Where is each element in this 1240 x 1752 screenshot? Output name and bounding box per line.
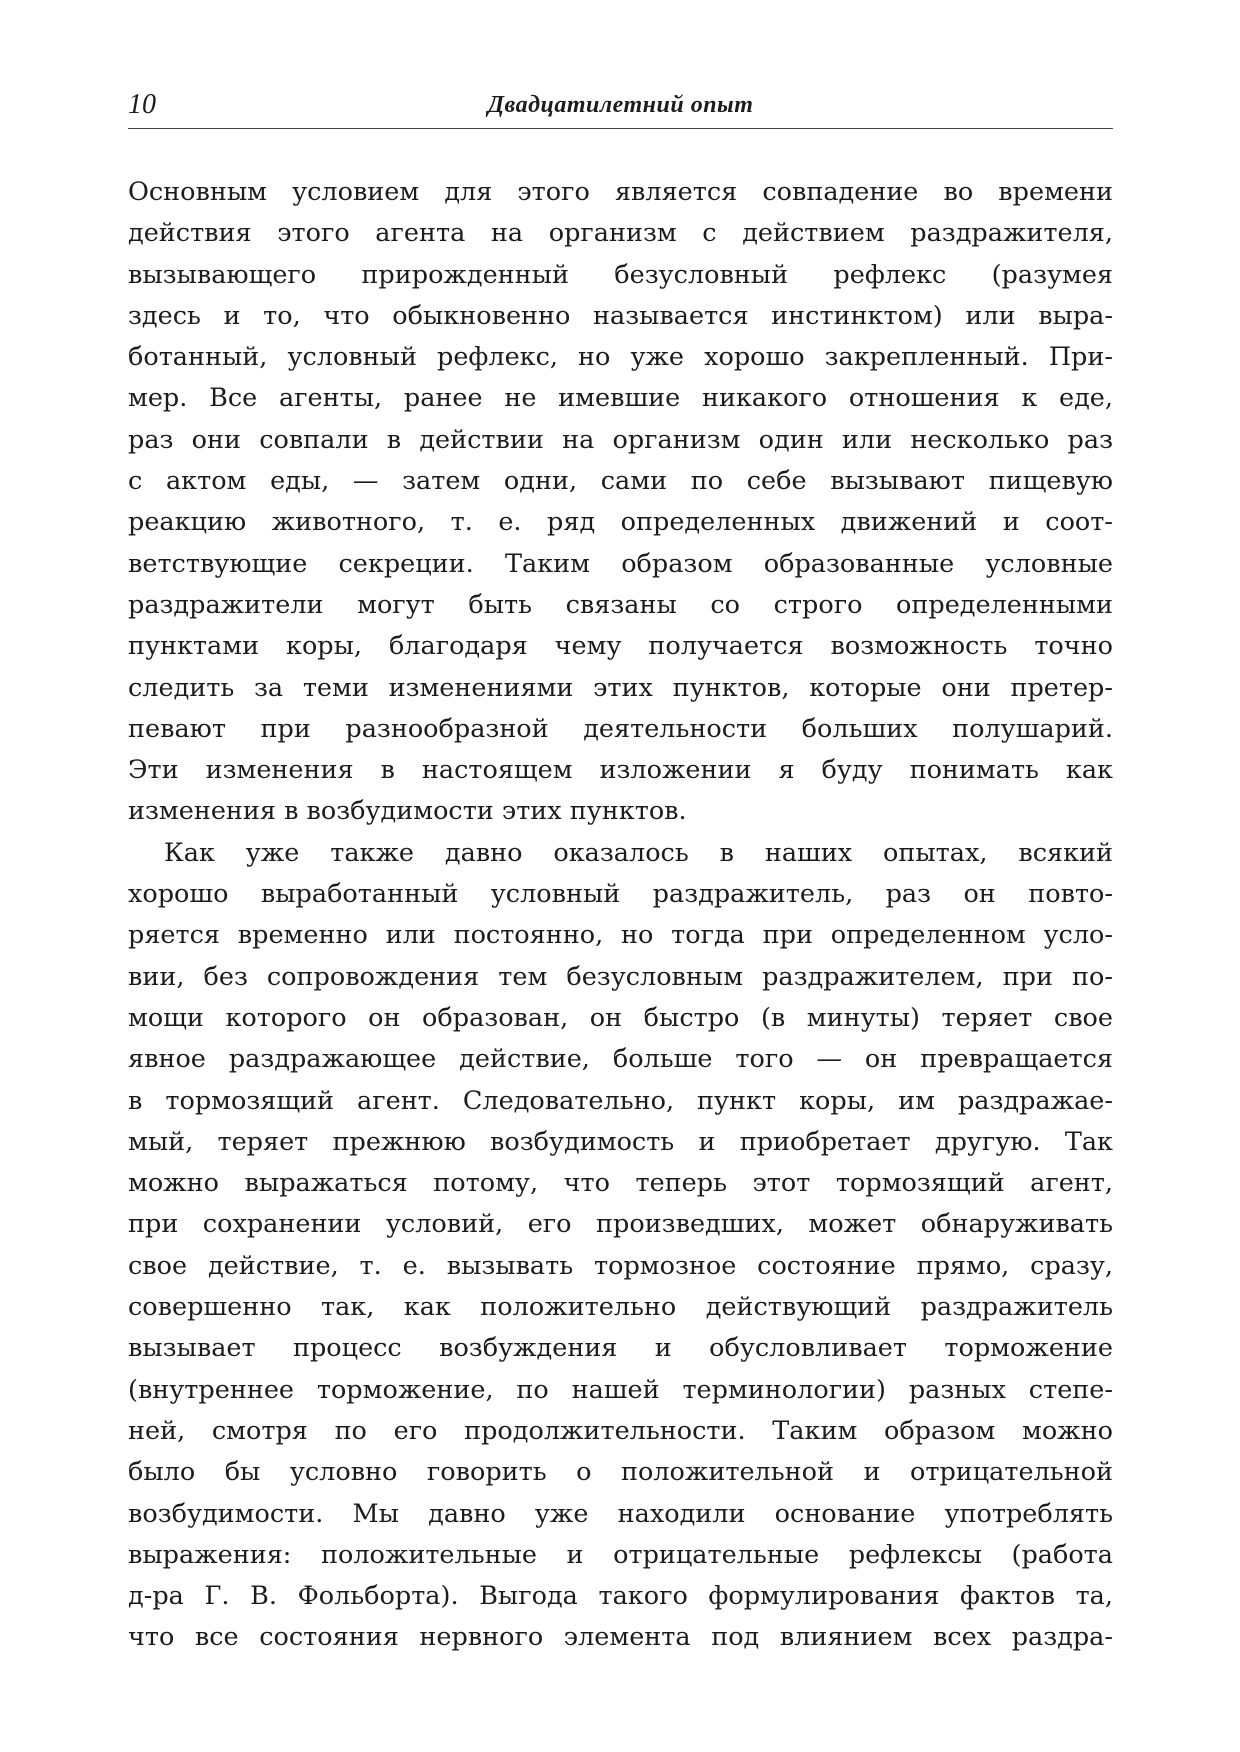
text-line: д-ра Г. В. Фольборта). Выгода такого формулирования фактов та,	[128, 1581, 1113, 1612]
text-line: ботанный, условный рефлекс, но уже хорошо закрепленный. При-	[128, 342, 1113, 373]
text-line: в тормозящий агент. Следовательно, пункт коры, им раздражае-	[128, 1085, 1113, 1116]
header-rule	[128, 128, 1113, 129]
text-line: Как уже также давно оказалось в наших опытах, всякий	[164, 837, 1113, 868]
text-line: певают при разнообразной деятельности больших полушарий.	[128, 713, 1113, 744]
text-line: Эти изменения в настоящем изложении я буду понимать как	[128, 755, 1113, 786]
text-line: при сохранении условий, его произведших, может обнаруживать	[128, 1209, 1113, 1240]
text-line: мер. Все агенты, ранее не имевшие никакого отношения к еде,	[128, 383, 1113, 414]
text-line: Основным условием для этого является совпадение во времени	[128, 177, 1113, 207]
paragraph-2	[128, 833, 1113, 1659]
text-line: ветствующие секреции. Таким образом образованные условные	[128, 548, 1113, 579]
text-line: совершенно так, как положительно действующий раздражитель	[128, 1292, 1113, 1323]
text-line: вызывает процесс возбуждения и обусловливает торможение	[128, 1333, 1113, 1364]
text-line: ней, смотря по его продолжительности. Таким образом можно	[128, 1415, 1113, 1446]
text-line: изменения в возбудимости этих пунктов.	[128, 796, 687, 827]
text-line: здесь и то, что обыкновенно называется инстинктом) или выра-	[128, 300, 1113, 331]
running-title: Двадцатилетний опыт	[487, 92, 754, 118]
paragraph-1	[128, 172, 1113, 833]
text-line: хорошо выработанный условный раздражитель, раз он повто-	[128, 879, 1113, 910]
text-line: можно выражаться потому, что теперь этот тормозящий агент,	[128, 1168, 1113, 1199]
page-number: 10	[128, 89, 156, 120]
text-line: раз они совпали в действии на организм один или несколько раз	[128, 424, 1113, 455]
text-line: мый, теряет прежнюю возбудимость и приобретает другую. Так	[128, 1126, 1113, 1157]
text-line: реакцию животного, т. е. ряд определенных движений и соот-	[128, 507, 1113, 538]
text-line: пунктами коры, благодаря чему получается возможность точно	[128, 631, 1113, 662]
text-line: с актом еды, — затем одни, сами по себе вызывают пищевую	[128, 466, 1113, 497]
text-line: было бы условно говорить о положительной и отрицательной	[128, 1457, 1113, 1488]
text-line: действия этого агента на организм с действием раздражителя,	[128, 218, 1113, 249]
text-line: вии, без сопровождения тем безусловным раздражителем, при по-	[128, 961, 1113, 992]
text-line: ряется временно или постоянно, но тогда при определенном усло-	[128, 920, 1113, 951]
text-line: вызывающего прирожденный безусловный рефлекс (разумея	[128, 259, 1113, 290]
text-line: что все состояния нервного элемента под влиянием всех раздра-	[128, 1622, 1113, 1653]
text-line: мощи которого он образован, он быстро (в минуты) теряет свое	[128, 1002, 1113, 1033]
text-line: явное раздражающее действие, больше того — он превращается	[128, 1044, 1113, 1075]
text-line: возбудимости. Мы давно уже находили основание употреблять	[128, 1498, 1113, 1529]
text-line: свое действие, т. е. вызывать тормозное состояние прямо, сразу,	[128, 1250, 1113, 1281]
body-text	[128, 172, 1113, 1659]
text-line: (внутреннее торможение, по нашей терминологии) разных степе-	[128, 1374, 1113, 1405]
text-line: следить за теми изменениями этих пунктов, которые они претер-	[128, 672, 1113, 703]
text-line: выражения: положительные и отрицательные рефлексы (работа	[128, 1539, 1113, 1570]
running-head	[128, 88, 1113, 128]
text-line: раздражители могут быть связаны со строго определенными	[128, 589, 1113, 620]
